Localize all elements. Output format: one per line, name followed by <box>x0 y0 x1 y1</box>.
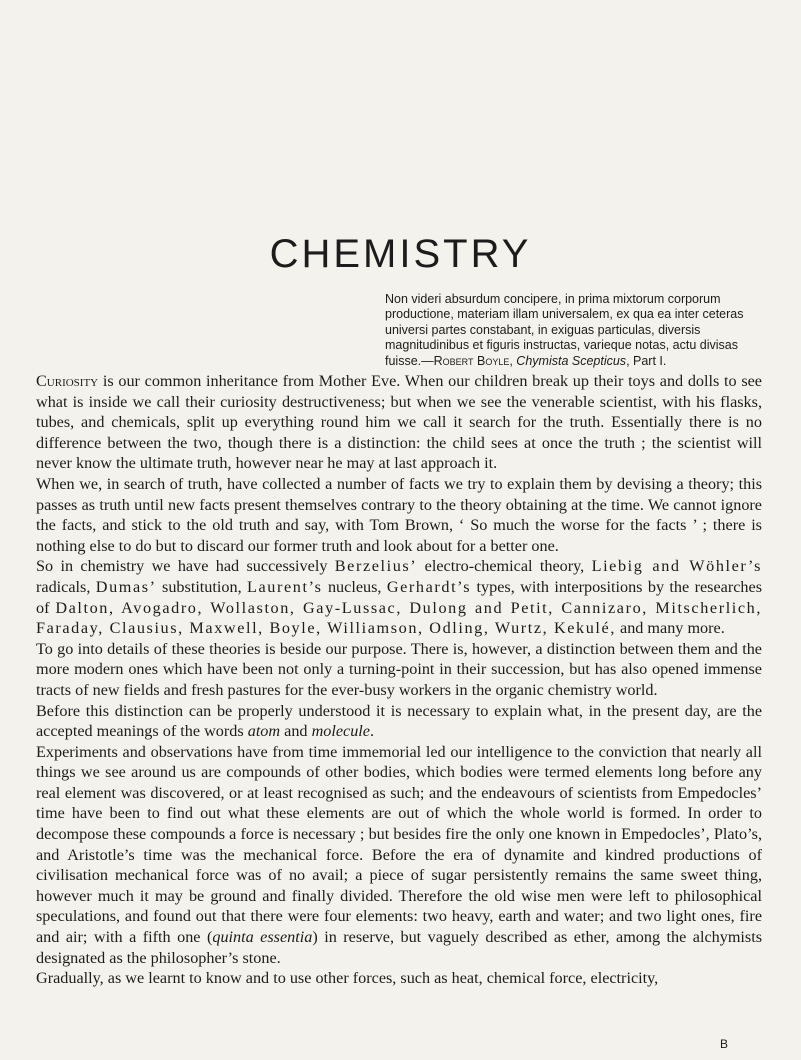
paragraph-3 <box>36 556 762 638</box>
p3-text-d: substitution, <box>156 577 248 596</box>
p5-text-b: and <box>280 722 312 741</box>
p6-text: Experiments and observations have from time immemorial led our intelligence to the conviction that nearly all things we see around us are compounds of other bodies, which bodies were termed elements long before any real element was discovered, or at least recognised as such; and the endeavours of scientists from Empedocles’ time have been to find out what these elements are out of which the whole world is formed. In order to decompose these compounds a force is necessary ; but besides fire the only one known in Empedocles’, Plato’s, and Aristotle’s time was the mechanical force. Before the era of dynamite and kindred productions of civilisation mechanical force was of no avail; a piece of sugar persistently remains the same sweet thing, however much it may be ground and finally divided. Therefore the old wise men were left to philosophical speculations, and found out that there were four elements: two heavy, earth and water; and two light ones, fire and air; with a fifth one ( <box>36 742 762 947</box>
signature-mark: B <box>720 1037 729 1051</box>
p6-text-end: ) in reserve, but vaguely described as ether, among the alchymists designated as the philosopher’s stone. <box>36 928 763 967</box>
name-gerhardt: Gerhardt’s <box>386 577 472 596</box>
name-berzelius: Berzelius’ <box>334 557 418 576</box>
p3-text-a: So in chemistry we have had successively <box>36 557 335 576</box>
body-text <box>36 371 762 989</box>
epigraph-author: Robert Boyle <box>433 353 510 368</box>
p3-text-f: types, with interpositions by the researches of <box>36 577 762 617</box>
page-title: CHEMISTRY <box>269 232 532 276</box>
paragraph-1-lead: Curiosity <box>36 372 99 390</box>
p5-text-a: Before this distinction can be properly understood it is necessary to explain what, in the present day, are the accepted meanings of the words <box>36 701 762 741</box>
epigraph-text: Non videri absurdum concipere, in prima mixtorum corporum productione, materiam illam universalem, ex qua ea inter ceteras universi partes constabant, in exiguas particulas, diversis magnitudinibus et figuris instructas, varieque notas, actu divisas fuisse.— <box>385 292 744 368</box>
paragraph-2: When we, in search of truth, have collected a number of facts we try to explain them by devising a theory; this passes as truth until new facts present themselves contrary to the theory obtaining at the time. We cannot ignore the facts, and stick to the old truth and say, with Tom Brown, ‘ So much the worse for the facts ’ ; there is nothing else to do but to discard our former truth and look about for a better one. <box>36 474 762 555</box>
p3-text-g: and many more. <box>615 619 725 638</box>
name-liebig-wohler: Liebig and Wöhler’s <box>591 557 762 576</box>
epigraph-work: Chymista Scepticus <box>516 353 627 368</box>
name-dumas: Dumas’ <box>95 577 157 596</box>
quinta-essentia: quinta essentia <box>212 928 313 947</box>
word-atom: atom <box>247 722 281 741</box>
p3-text-b: electro-chemical theory, <box>417 557 592 576</box>
word-molecule: molecule <box>311 722 370 741</box>
paragraph-4: To go into details of these theories is beside our purpose. There is, however, a distinction between them and the more modern ones which have been not only a turning-point in their succession, but has also opened immense tracts of new fields and fresh pastures for the ever-busy workers in the organic chemistry world. <box>36 639 762 699</box>
paragraph-1-text: is our common inheritance from Mother Eve. When our children break up their toys and dolls to see what is inside we call their curiosity destructiveness; but when we see the venerable scientist, with his flasks, tubes, and chemicals, split up everything round him we call it search for the truth. Essentially there is no difference between the two, though there is a distinction: the child sees at once the truth ; the scientist will never know the ultimate truth, however near he may at last approach it. <box>36 372 762 473</box>
p3-text-c: radicals, <box>36 577 96 596</box>
epigraph-part: , Part I. <box>626 353 667 368</box>
names-list: Dalton, Avogadro, Wollaston, Gay-Lussac, Dulong and Petit, Cannizaro, Mitscherlich, Faraday, Clausius, Maxwell, Boyle, Williamson, Odling, Wurtz, Kekulé, <box>36 598 763 638</box>
paragraph-1 <box>36 371 762 474</box>
epigraph <box>385 292 759 369</box>
p3-text-e: nucleus, <box>322 577 387 596</box>
paragraph-7: Gradually, as we learnt to know and to use other forces, such as heat, chemical force, electricity, <box>36 969 659 988</box>
p5-text-c: . <box>370 722 375 741</box>
paragraph-6 <box>36 742 762 969</box>
paragraph-5 <box>36 701 762 742</box>
epigraph-separator: , <box>509 353 517 368</box>
name-laurent: Laurent’s <box>247 577 323 596</box>
